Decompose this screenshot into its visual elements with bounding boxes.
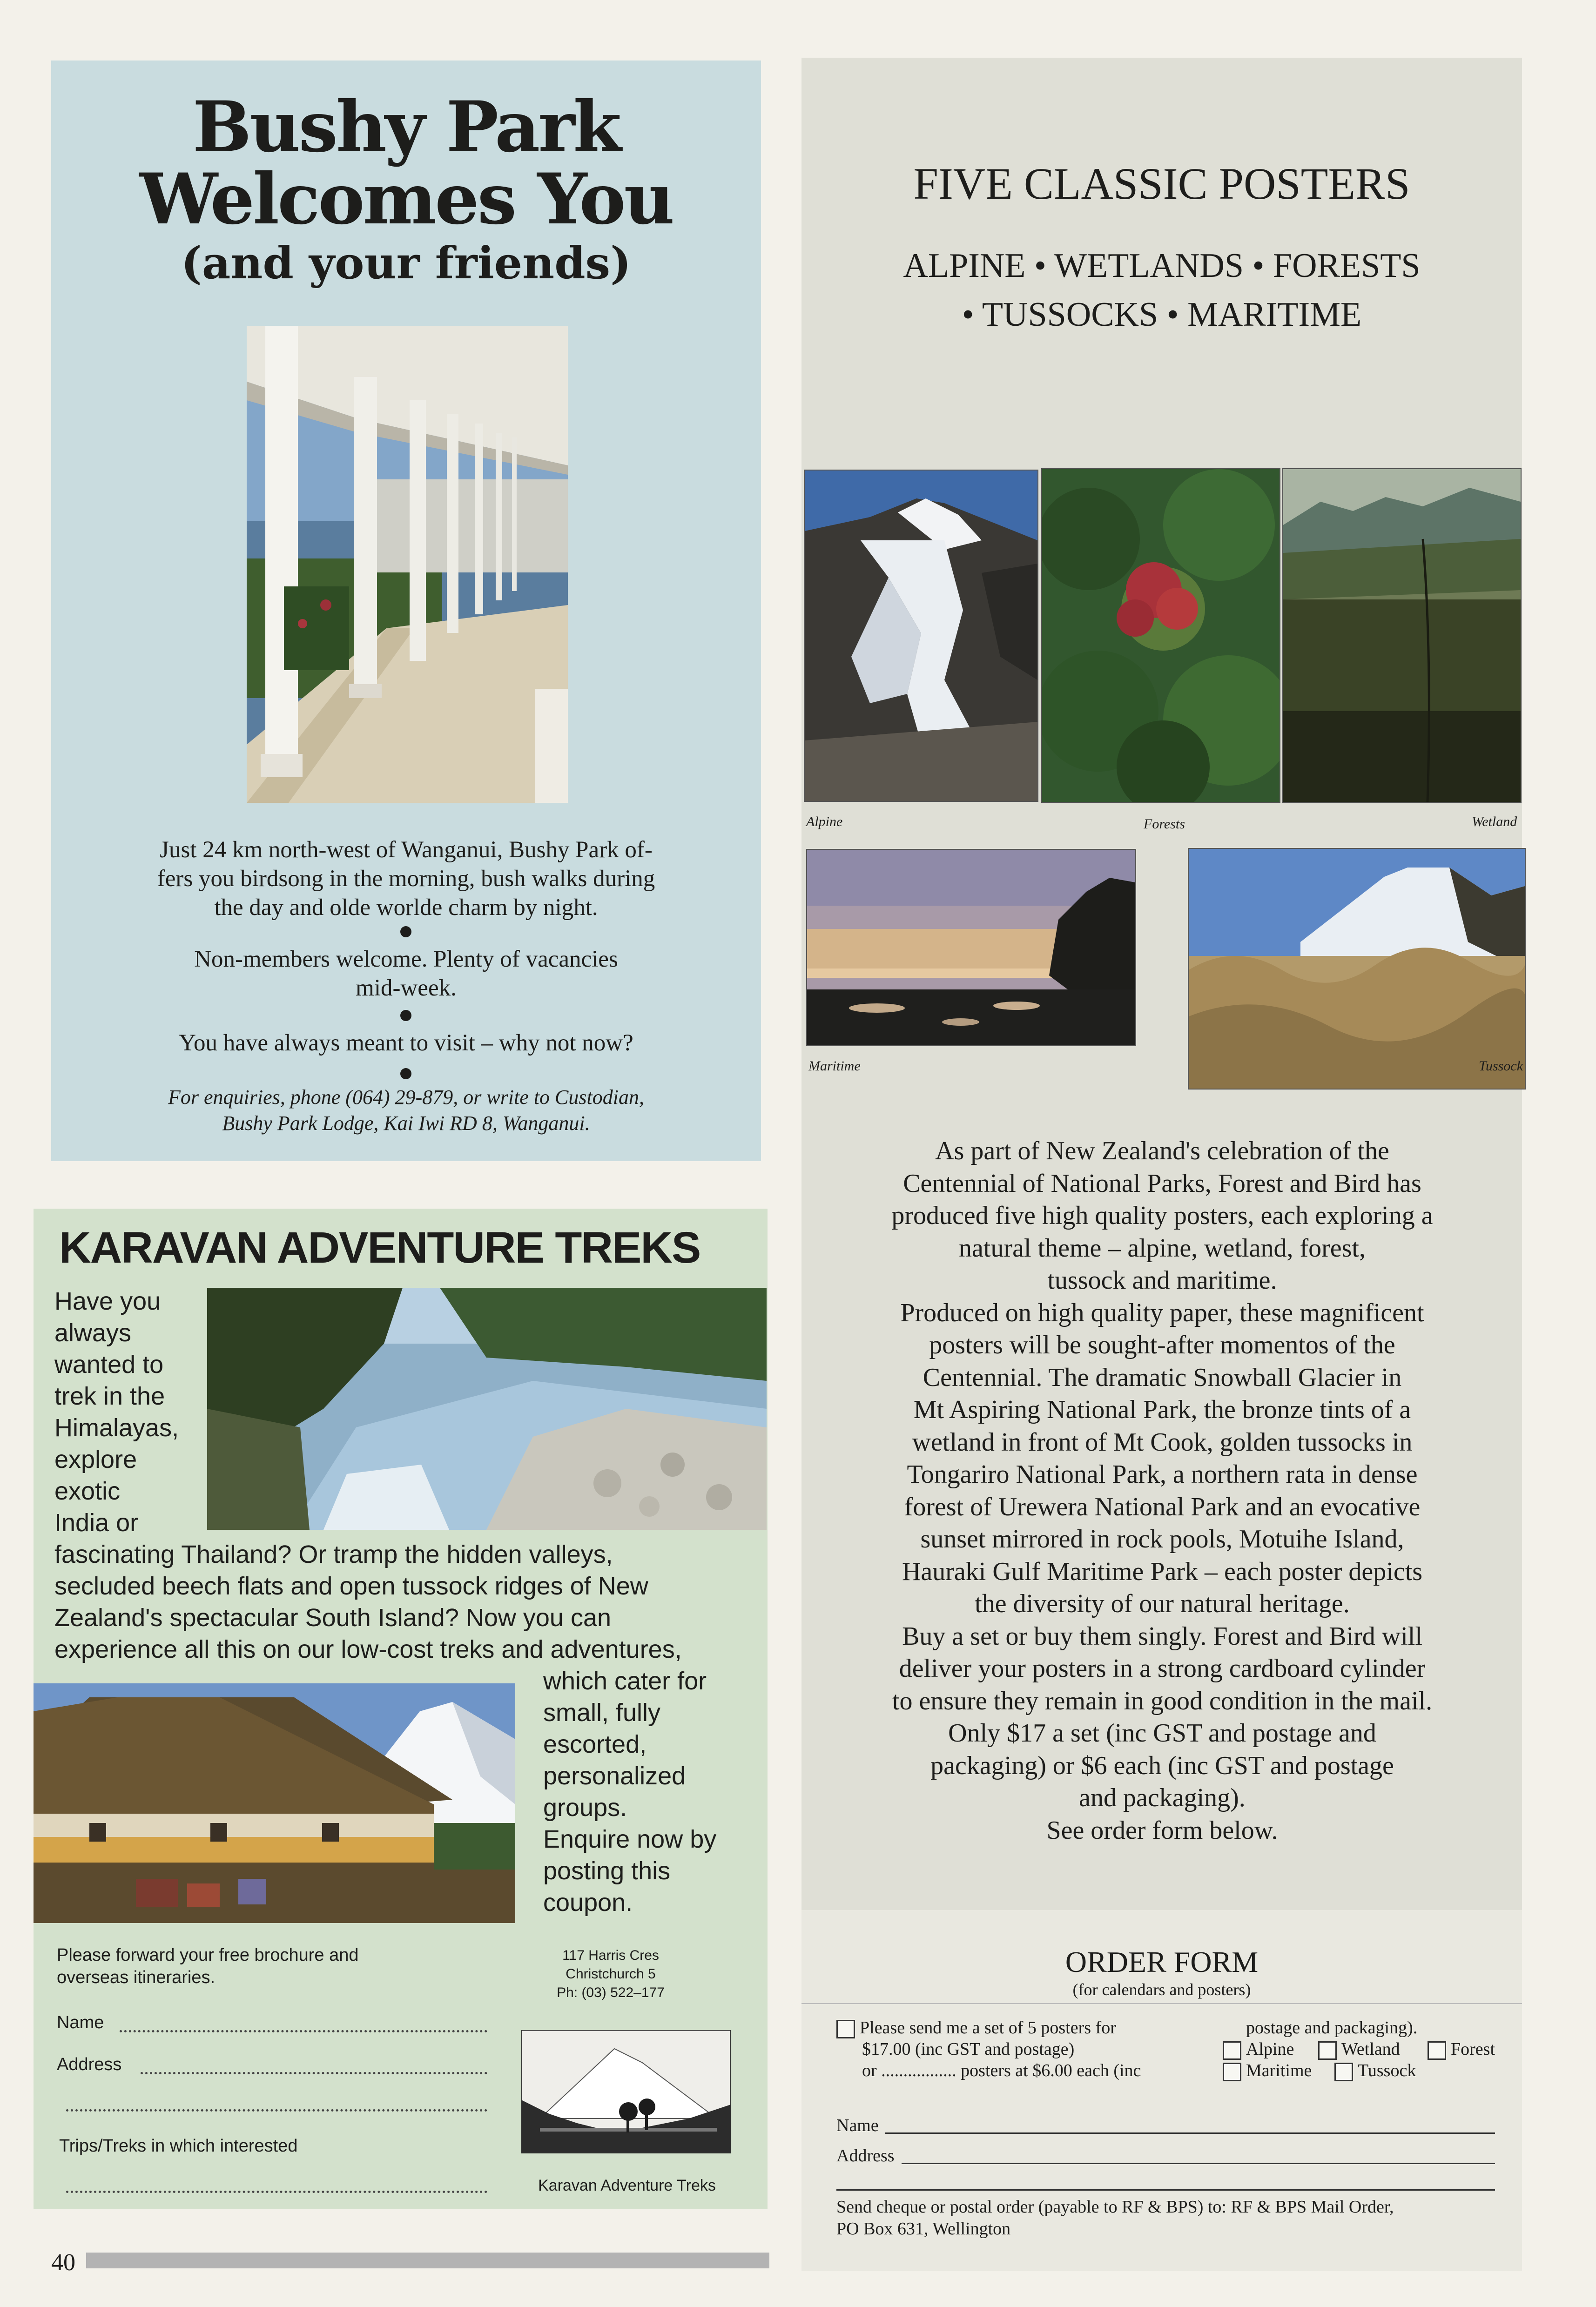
karavan-line: groups. (543, 1794, 627, 1822)
karavan-line: personalized (543, 1762, 686, 1790)
posters-title: FIVE CLASSIC POSTERS (913, 159, 1410, 209)
karavan-line: secluded beech flats and open tussock ridges of New (54, 1572, 648, 1600)
posters-body-line: produced five high quality posters, each exploring a (891, 1201, 1433, 1230)
bullet-dot (400, 1068, 411, 1079)
bushy-para1-line1: Just 24 km north-west of Wanganui, Bushy Park of- (160, 837, 653, 863)
posters-body-line: tussock and maritime. (1047, 1266, 1277, 1295)
karavan-line: coupon. (543, 1889, 633, 1917)
posters-ad (801, 58, 1522, 2271)
page-number: 40 (51, 2249, 75, 2276)
coupon-name-label: Name (57, 2013, 104, 2032)
bushy-para1-line2: fers you birdsong in the morning, bush walks during (157, 866, 655, 892)
bushy-contact-line2: Bushy Park Lodge, Kai Iwi RD 8, Wanganui. (222, 1112, 590, 1135)
posters-body-line: Buy a set or buy them singly. Forest and Bird will (902, 1621, 1422, 1651)
order-form-subtitle: (for calendars and posters) (1072, 1980, 1251, 1999)
order-address-label: Address (836, 2146, 895, 2166)
caption-forests: Forests (1144, 816, 1185, 832)
alpine-photo (804, 470, 1038, 802)
coupon-address-field-2[interactable] (66, 2109, 487, 2112)
forest-checkbox[interactable] (1428, 2041, 1446, 2060)
wetland-label: Wetland (1341, 2039, 1400, 2059)
karavan-line: Himalayas, (54, 1414, 179, 1442)
posters-body-line: See order form below. (1046, 1816, 1278, 1845)
tussock-checkbox[interactable] (1334, 2063, 1353, 2081)
forests-photo (1041, 468, 1280, 803)
posters-body-line: natural theme – alpine, wetland, forest, (959, 1233, 1366, 1263)
wetland-photo (1282, 468, 1522, 803)
bushy-title-line3: (and your friends) (181, 237, 632, 289)
karavan-line: wanted to (54, 1351, 164, 1379)
posters-body-line: and packaging). (1079, 1783, 1246, 1812)
order-form-title: ORDER FORM (1065, 1945, 1259, 1978)
posters-body-line: Mt Aspiring National Park, the bronze tints of a (913, 1395, 1411, 1424)
posters-subtitle-line2: • TUSSOCKS • MARITIME (962, 296, 1362, 334)
order-name-field[interactable] (885, 2132, 1495, 2134)
bushy-para3: You have always meant to visit – why not now? (179, 1030, 633, 1056)
order-option-line3: or ................. posters at $6.00 each (inc (862, 2061, 1141, 2080)
bushy-contact-line1: For enquiries, phone (064) 29-879, or write to Custodian, (168, 1086, 644, 1109)
set-checkbox[interactable] (836, 2020, 855, 2038)
posters-body-line: to ensure they remain in good condition in the mail. (892, 1686, 1433, 1715)
karavan-address-line2: Christchurch 5 (566, 1966, 656, 1982)
coupon-address-field[interactable] (141, 2072, 487, 2074)
posters-body-line: Only $17 a set (inc GST and postage and (948, 1719, 1376, 1748)
karavan-line: trek in the (54, 1382, 165, 1410)
karavan-line: posting this (543, 1857, 671, 1885)
coupon-intro-line2: overseas itineraries. (57, 1968, 215, 1987)
posters-body-line: Hauraki Gulf Maritime Park – each poster depicts (902, 1557, 1423, 1586)
karavan-line: Enquire now by (543, 1825, 717, 1853)
tussock-label: Tussock (1358, 2061, 1416, 2080)
alpine-label: Alpine (1246, 2039, 1294, 2059)
order-address-field-2[interactable] (836, 2189, 1495, 2191)
coupon-trips-label: Trips/Treks in which interested (59, 2136, 298, 2156)
karavan-logo-caption: Karavan Adventure Treks (538, 2177, 716, 2194)
karavan-line: Have you (54, 1287, 161, 1315)
caption-alpine: Alpine (806, 814, 843, 829)
karavan-line: escorted, (543, 1730, 647, 1758)
karavan-line: always (54, 1319, 132, 1347)
karavan-line: India or (54, 1509, 139, 1537)
wetland-checkbox[interactable] (1318, 2041, 1337, 2060)
posters-body-line: the diversity of our natural heritage. (975, 1589, 1350, 1618)
karavan-ad (34, 1209, 768, 2209)
footer-bar (86, 2253, 769, 2268)
karavan-line: explore (54, 1446, 137, 1473)
bushy-para1-line3: the day and olde worlde charm by night. (214, 895, 598, 921)
karavan-address-line1: 117 Harris Cres (562, 1948, 659, 1963)
order-option-line1: Please send me a set of 5 posters for (860, 2018, 1116, 2038)
divider (801, 2003, 1522, 2004)
karavan-line: which cater for (543, 1667, 707, 1695)
karavan-line: Zealand's spectacular South Island? Now you can (54, 1604, 612, 1632)
order-address-field[interactable] (902, 2163, 1495, 2164)
maritime-label: Maritime (1246, 2061, 1312, 2080)
caption-wetland: Wetland (1472, 814, 1517, 829)
river-photo (207, 1288, 767, 1530)
bushy-title-line2: Welcomes You (139, 158, 673, 240)
bullet-dot (400, 926, 411, 937)
order-send-line1: Send cheque or postal order (payable to RF & BPS) to: RF & BPS Mail Order, (836, 2197, 1394, 2217)
posters-body-line: Tongariro National Park, a northern rata in dense (907, 1460, 1418, 1489)
caption-maritime: Maritime (808, 1058, 861, 1074)
posters-body-line: Produced on high quality paper, these magnificent (900, 1298, 1424, 1327)
veranda-photo (247, 326, 568, 803)
bushy-para2-line2: mid-week. (356, 975, 457, 1001)
posters-body-line: forest of Urewera National Park and an evocative (904, 1492, 1421, 1521)
karavan-line: small, fully (543, 1699, 661, 1727)
order-option-line2: $17.00 (inc GST and postage) (862, 2039, 1075, 2059)
order-form (801, 1910, 1522, 2271)
order-option-right1: postage and packaging). (1246, 2018, 1418, 2038)
bushy-park-ad (51, 61, 761, 1161)
forest-label: Forest (1451, 2039, 1495, 2059)
bullet-dot (400, 1010, 411, 1021)
coupon-address-label: Address (57, 2055, 122, 2074)
coupon-trips-field[interactable] (66, 2191, 487, 2193)
tussock-photo (1188, 848, 1526, 1090)
karavan-line: exotic (54, 1477, 121, 1505)
posters-body-line: posters will be sought-after momentos of the (929, 1331, 1395, 1359)
posters-body-line: Centennial. The dramatic Snowball Glacier in (923, 1363, 1402, 1392)
posters-body-line: Centennial of National Parks, Forest and Bird has (903, 1169, 1421, 1198)
posters-body-line: As part of New Zealand's celebration of the (935, 1137, 1389, 1165)
karavan-line: fascinating Thailand? Or tramp the hidden valleys, (54, 1540, 613, 1568)
hut-photo (34, 1683, 515, 1923)
caption-tussock: Tussock (1479, 1058, 1523, 1074)
karavan-line: experience all this on our low-cost treks and adventures, (54, 1635, 682, 1663)
posters-body-line: wetland in front of Mt Cook, golden tussocks in (912, 1427, 1413, 1457)
karavan-address-line3: Ph: (03) 522–177 (557, 1985, 665, 2000)
posters-body-line: sunset mirrored in rock pools, Motuihe Island, (920, 1525, 1404, 1554)
bushy-para2-line1: Non-members welcome. Plenty of vacancies (194, 946, 618, 972)
maritime-photo (806, 849, 1136, 1046)
posters-body-line: packaging) or $6 each (inc GST and postage (930, 1751, 1394, 1780)
posters-body-line: deliver your posters in a strong cardboard cylinder (899, 1654, 1426, 1683)
coupon-intro-line1: Please forward your free brochure and (57, 1945, 359, 1965)
alpine-checkbox[interactable] (1223, 2041, 1241, 2060)
coupon-name-field[interactable] (120, 2030, 487, 2032)
posters-subtitle-line1: ALPINE • WETLANDS • FORESTS (903, 247, 1421, 285)
bushy-title-line1: Bushy Park (192, 86, 620, 168)
karavan-logo-image (521, 2030, 731, 2153)
maritime-checkbox[interactable] (1223, 2063, 1241, 2081)
karavan-heading: KARAVAN ADVENTURE TREKS (59, 1223, 700, 1272)
order-send-line2: PO Box 631, Wellington (836, 2219, 1011, 2239)
posters-body (853, 1135, 1472, 1847)
order-name-label: Name (836, 2116, 879, 2135)
